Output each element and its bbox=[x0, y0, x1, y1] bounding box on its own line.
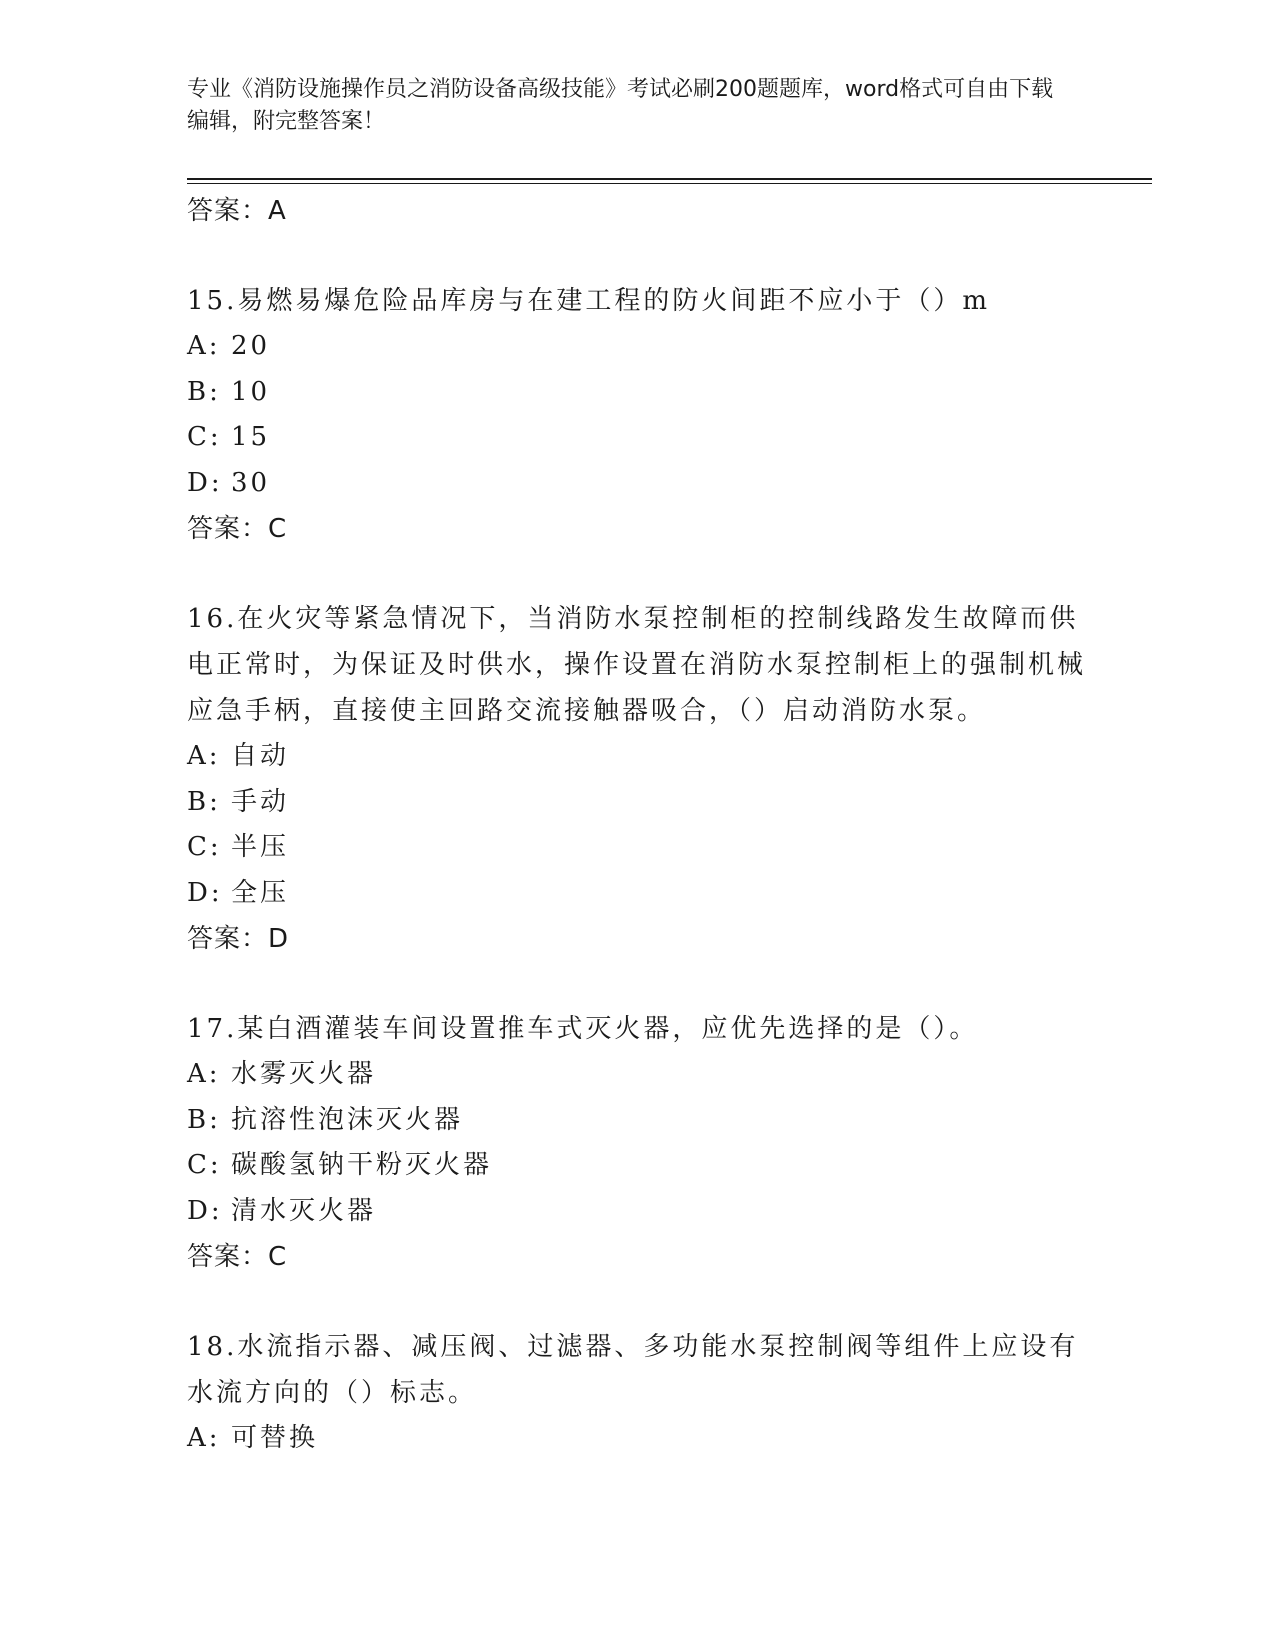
option-text: 可替换 bbox=[231, 1423, 319, 1453]
option-key: C: bbox=[187, 1150, 222, 1180]
question-16: 16.在火灾等紧急情况下，当消防水泵控制柜的控制线路发生故障而供电正常时，为保证及时供水，操作设置在消防水泵控制柜上的强制机械应急手柄，直接使主回路交流接触器吸合，（）启动消防水泵。 bbox=[187, 604, 1087, 726]
question-18: 18.水流指示器、减压阀、过滤器、多功能水泵控制阀等组件上应设有水流方向的（）标志。 bbox=[187, 1332, 1079, 1408]
question-list bbox=[187, 188, 1087, 1462]
question-16-option-b bbox=[187, 780, 1087, 826]
spacer bbox=[187, 1280, 1087, 1324]
option-text: 手动 bbox=[231, 786, 290, 817]
question-17-option-c bbox=[187, 1143, 1087, 1189]
question-15-option-a bbox=[187, 324, 1087, 370]
option-text: 20 bbox=[231, 331, 271, 361]
option-key: A: bbox=[187, 741, 221, 771]
header-rule bbox=[187, 178, 1152, 180]
option-key: D: bbox=[187, 467, 223, 498]
option-text: 抗溶性泡沫灭火器 bbox=[231, 1104, 464, 1135]
option-key: B: bbox=[187, 376, 221, 407]
option-key: D: bbox=[187, 1195, 223, 1226]
option-text: 清水灭火器 bbox=[231, 1195, 377, 1226]
option-key: A: bbox=[187, 1059, 221, 1089]
question-17-answer: 答案：C bbox=[187, 1242, 288, 1272]
option-text: 30 bbox=[231, 467, 271, 498]
option-text: 全压 bbox=[231, 877, 290, 908]
question-18-option-a bbox=[187, 1416, 1087, 1462]
question-15-option-d bbox=[187, 461, 1087, 507]
option-key: B: bbox=[187, 786, 221, 817]
question-15: 15.易燃易爆危险品库房与在建工程的防火间距不应小于（）m bbox=[187, 286, 991, 316]
option-text: 10 bbox=[231, 376, 271, 407]
question-16-answer: 答案：D bbox=[187, 924, 290, 954]
option-text: 碳酸氢钠干粉灭火器 bbox=[231, 1150, 493, 1180]
option-key: A: bbox=[187, 331, 221, 361]
option-text: 水雾灭火器 bbox=[231, 1059, 377, 1089]
option-text: 15 bbox=[231, 422, 271, 452]
option-key: C: bbox=[187, 832, 222, 862]
option-key: A: bbox=[187, 1423, 221, 1453]
question-15-option-c bbox=[187, 415, 1087, 461]
option-key: D: bbox=[187, 877, 223, 908]
spacer bbox=[187, 962, 1087, 1006]
question-16-option-a bbox=[187, 734, 1087, 780]
previous-answer: 答案：A bbox=[187, 196, 287, 226]
question-16-option-c bbox=[187, 825, 1087, 871]
question-15-option-b bbox=[187, 370, 1087, 416]
option-text: 半压 bbox=[231, 832, 290, 862]
spacer bbox=[187, 552, 1087, 596]
option-text: 自动 bbox=[231, 741, 290, 771]
question-17-option-b bbox=[187, 1098, 1087, 1144]
spacer bbox=[187, 234, 1087, 278]
page-header: 专业《消防设施操作员之消防设备高级技能》考试必刷200题题库，word格式可自由下载编辑，附完整答案！ bbox=[187, 77, 1054, 134]
option-key: C: bbox=[187, 422, 222, 452]
option-key: B: bbox=[187, 1104, 221, 1135]
question-17: 17.某白酒灌装车间设置推车式灭火器，应优先选择的是（）。 bbox=[187, 1014, 979, 1044]
question-15-answer: 答案：C bbox=[187, 514, 288, 544]
question-17-option-a bbox=[187, 1052, 1087, 1098]
question-16-option-d bbox=[187, 871, 1087, 917]
header-rule-thin bbox=[187, 183, 1152, 184]
question-17-option-d bbox=[187, 1189, 1087, 1235]
